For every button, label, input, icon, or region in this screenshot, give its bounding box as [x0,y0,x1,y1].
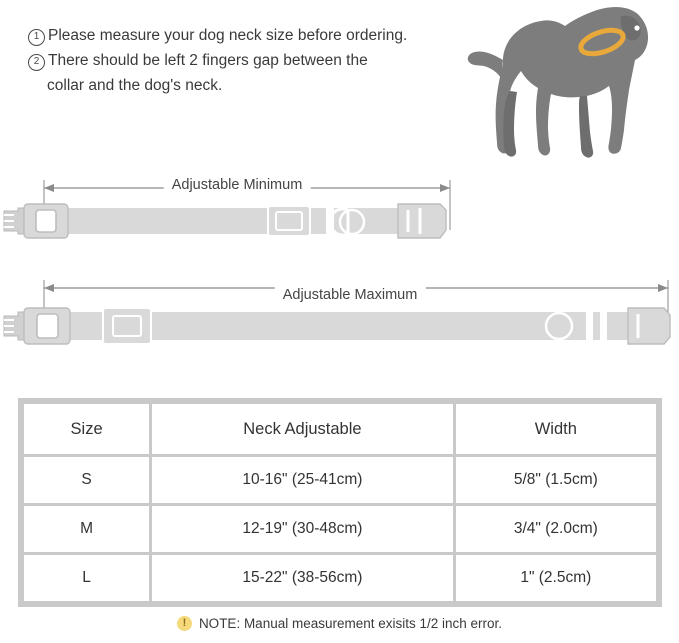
instruction-text-2-cont: collar and the dog's neck. [47,76,223,94]
collar-diagram-minimum [0,168,679,258]
instructions-block [28,26,458,101]
note-text: NOTE: Manual measurement exisits 1/2 inch error. [198,616,503,631]
collar-maximum-svg [0,258,679,368]
size-table-element [21,401,659,604]
cell-size-s: S [24,457,149,503]
collar-diagram-maximum [0,258,679,368]
table-header-size: Size [24,404,149,454]
cell-width-l: 1" (2.5cm) [456,555,656,601]
table-row [24,457,656,503]
collar-minimum-svg [0,168,679,258]
dog-side-view-icon [445,0,675,170]
cell-neck-m: 12-19" (30-48cm) [152,506,452,552]
instruction-text-2: There should be left 2 fingers gap between the [48,51,368,69]
dog-illustration [445,0,675,170]
cell-size-m: M [24,506,149,552]
adjustable-maximum-label: Adjustable Maximum [275,287,426,303]
table-header-neck: Neck Adjustable [152,404,452,454]
note-row [0,616,679,631]
table-row [24,555,656,601]
table-header-row [24,404,656,454]
cell-neck-l: 15-22" (38-56cm) [152,555,452,601]
instruction-item-1 [28,26,458,47]
adjustable-minimum-label: Adjustable Minimum [164,177,311,193]
cell-neck-s: 10-16" (25-41cm) [152,457,452,503]
cell-width-m: 3/4" (2.0cm) [456,506,656,552]
warning-icon: ! [177,616,192,631]
size-table [18,398,662,607]
table-row [24,506,656,552]
cell-width-s: 5/8" (1.5cm) [456,457,656,503]
cell-size-l: L [24,555,149,601]
table-header-width: Width [456,404,656,454]
instruction-item-2-cont [28,76,458,97]
instruction-number-icon: 2 [28,54,45,71]
instruction-item-2 [28,51,458,72]
instruction-number-icon: 1 [28,29,45,46]
instruction-text-1: Please measure your dog neck size before ordering. [48,27,408,44]
